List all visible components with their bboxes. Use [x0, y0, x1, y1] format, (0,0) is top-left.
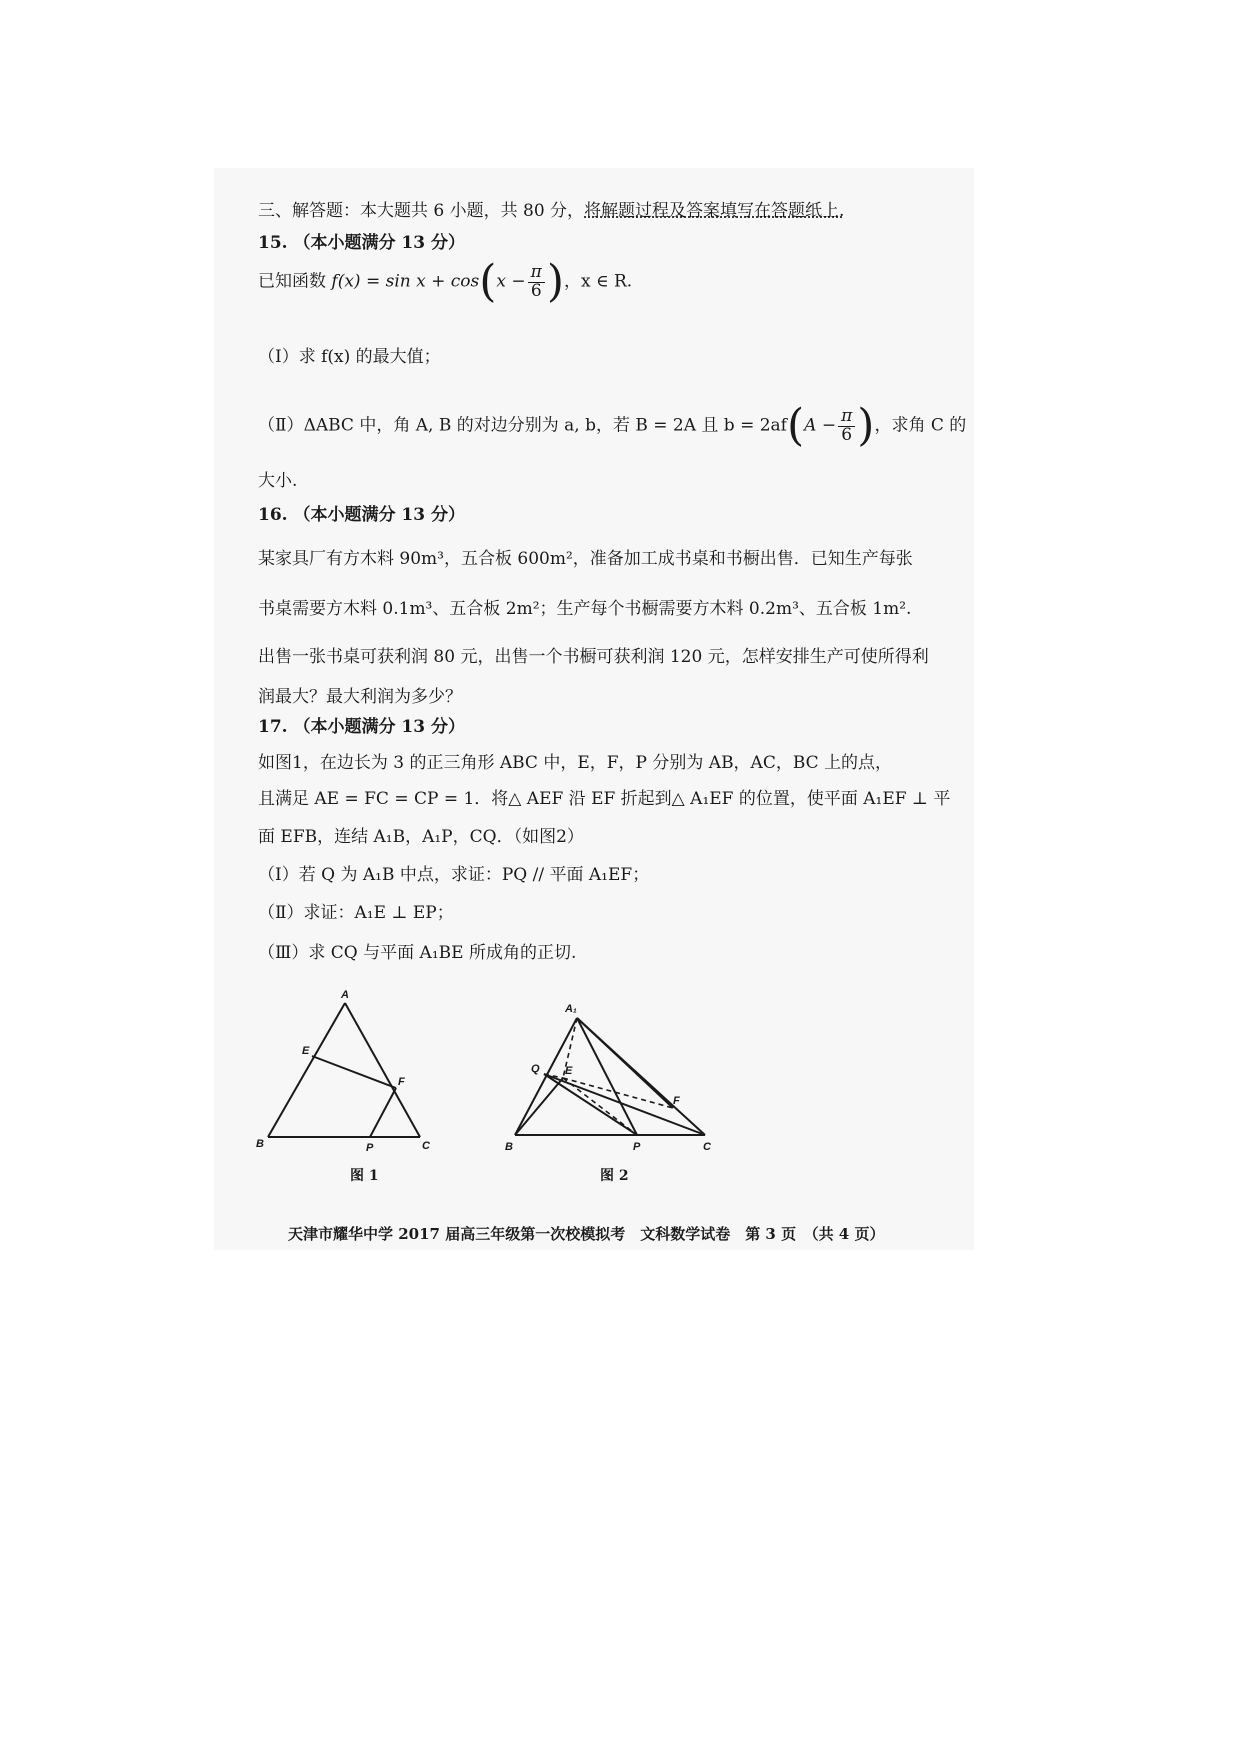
- q17-line3: 面 EFB，连结 A₁B，A₁P，CQ．（如图2）: [258, 827, 584, 847]
- fig1-label-C: C: [422, 1140, 430, 1152]
- page-footer: 天津市耀华中学 2017 届高三年级第一次校模拟考 文科数学试卷 第 3 页 （共 4 页）: [288, 1225, 885, 1243]
- figure-1: [250, 985, 450, 1160]
- fig2-edge-A1P: [577, 1018, 637, 1135]
- fig2-label-Q: Q: [531, 1063, 540, 1075]
- q16-line2: 书桌需要方木料 0.1m³、五合板 2m²；生产每个书橱需要方木料 0.2m³、五合板 1m².: [258, 599, 912, 619]
- section-header: 三、解答题：本大题共 6 小题，共 80 分，将解题过程及答案填写在答题纸上.: [258, 201, 845, 221]
- q15-heading: 15. （本小题满分 13 分）: [258, 233, 465, 253]
- q16-line1: 某家具厂有方木料 90m³，五合板 600m²，准备加工成书桌和书橱出售．已知生产每张: [258, 549, 913, 569]
- fig1-segment-FP: [370, 1088, 396, 1137]
- fig2-label-C: C: [703, 1141, 711, 1153]
- fig1-edge-AC: [345, 1003, 420, 1137]
- fig1-label-F: F: [398, 1076, 405, 1088]
- fig2-label-F: F: [673, 1095, 680, 1107]
- fig1-label-B: B: [256, 1138, 264, 1150]
- fig1-caption: 图 1: [350, 1168, 379, 1184]
- q16-line4: 润最大？最大利润为多少？: [258, 687, 462, 707]
- fig1-edge-AB: [268, 1003, 345, 1137]
- q17-line1: 如图1，在边长为 3 的正三角形 ABC 中，E，F，P 分别为 AB，AC，BC 上的点，: [258, 753, 893, 773]
- q17-part2: （Ⅱ）求证：A₁E ⊥ EP；: [258, 903, 454, 923]
- fig2-caption: 图 2: [600, 1168, 629, 1184]
- fig2-label-B: B: [505, 1141, 513, 1153]
- q17-heading: 17. （本小题满分 13 分）: [258, 717, 465, 737]
- q16-line3: 出售一张书桌可获利润 80 元，出售一个书橱可获利润 120 元，怎样安排生产可使所得利: [258, 647, 929, 667]
- q17-part1: （Ⅰ）若 Q 为 A₁B 中点，求证：PQ // 平面 A₁EF；: [258, 865, 650, 885]
- fig1-label-E: E: [302, 1045, 310, 1057]
- fig1-label-P: P: [366, 1142, 374, 1154]
- fig2-dashed-EP: [563, 1078, 637, 1135]
- q15-part2-cont: 大小.: [258, 471, 298, 491]
- figure-2: [505, 990, 715, 1160]
- fig2-segment-BE: [515, 1078, 563, 1135]
- q15-part1: （Ⅰ）求 f(x) 的最大值；: [258, 347, 441, 367]
- q15-part2: （Ⅱ）ΔABC 中，角 A, B 的对边分别为 a, b，若 B = 2A 且 b = 2af(A − $\frac{\pi}{6}$ )，求角 C 的: [258, 400, 967, 451]
- q17-part3: （Ⅲ）求 CQ 与平面 A₁BE 所成角的正切.: [258, 943, 577, 963]
- q15-stem: 已知函数 f(x) = sin x + cos(x − $\frac{\pi}{6}$ )，x ∈ R.: [258, 256, 633, 307]
- q16-heading: 16. （本小题满分 13 分）: [258, 505, 465, 525]
- fig2-label-P: P: [633, 1141, 641, 1153]
- q17-line2: 且满足 AE = FC = CP = 1．将△ AEF 沿 EF 折起到△ A₁EF 的位置，使平面 A₁EF ⊥ 平: [258, 789, 951, 809]
- fig2-label-A1: A₁: [565, 1003, 577, 1015]
- fig2-label-E: E: [565, 1065, 573, 1077]
- fig1-label-A: A: [341, 989, 349, 1001]
